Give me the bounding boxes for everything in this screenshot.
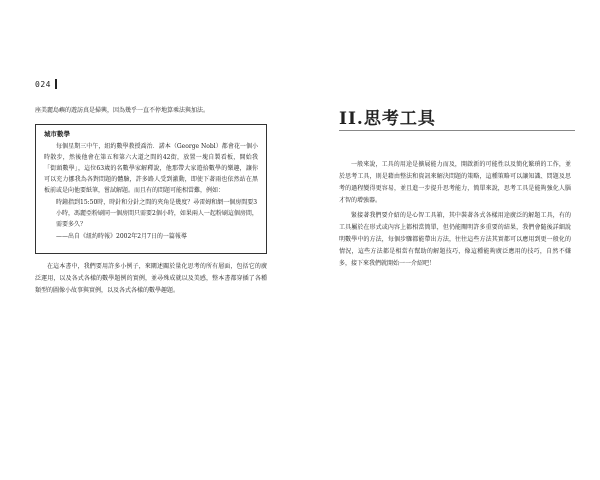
chapter-number: II. <box>339 109 364 129</box>
right-page <box>300 0 600 480</box>
chapter-rule <box>339 130 575 131</box>
chapter-paragraph-2: 緊接著我們要介紹的是心智工具箱，其中裝著各式各樣用途廣泛的解題工具，有的工具屬於在形式或內容上都相當簡單，但仍能闡明許多重要的結果，我們會隨後詳細說明數學中的方法，每個步驟都能帶出方法，往往這些方法其實都可以應用到更一般化的情況，這些方法都是相當有幫助的解題技巧，像這種能夠廣泛應用的技巧，自然不嫌多，接下來我們就開始一一介紹吧！ <box>339 212 571 267</box>
box-body: 每個星期三中午，紐約數學教授喬治．諾本（George Nobl）都會花一個小時散步，然後他會在第五和第六大道之間的42街，放置一塊自製看板，開始我「街頭數學」，這位63歲的名數學家解釋說，他那帶大家遊拾數學的樂趣，讓你可以充力挪我為各對問題的體驗，許多路人受到激動，即使下著雨也依然站在黑板前或是向他要紙筆，嘗試解題。而且有的問題可能相當難，例如： <box>44 143 258 194</box>
sidebar-box <box>35 124 267 254</box>
page-number-text: 024 <box>35 79 51 89</box>
page-number <box>35 79 57 89</box>
chapter-title: 思考工具 <box>363 109 436 129</box>
box-title: 城市數學 <box>44 130 70 138</box>
page-number-rule <box>55 79 57 89</box>
chapter-heading <box>339 104 436 129</box>
body-paragraph: 在這本書中，我們要用許多小例子，來闡述關於量化思考的所有層面，包括它的廣泛運用，以及各式各樣的數學題例的實例，並尋殊成就以及美感，整本書都穿插了各種類型的圖像小故事與實例，以及各式各樣的數學趣題。 <box>35 263 267 294</box>
chapter-paragraph-1: 一般來說，工具的用途是擴展能力而及，開啟新的可能性以及簡化繁瑣的工作，並於思考工具，則是藉由整法和資訊來解決問題的策略，這種策略可以讓知識、問題及思考的過程變得更容易，並且進一步提升思考能力，簡單來說，思考工具是能夠強化人腦才智的增強器。 <box>339 161 571 204</box>
box-source: ——出自《紐約時報》2002年2月7日的一篇報導 <box>56 233 187 240</box>
intro-text: 座美麗島嶼的遊訪真是掃興，因為幾乎一直不停地算乘法與加法。 <box>35 107 210 114</box>
box-question: 時鐘指到15:50時，時針和分針之間的夾角是幾度？尋雷姆和網一個房間要3小時，馮麗亞粉刷同一個房間只需要2個小時，如果兩人一起粉刷這個房間，需要多久？ <box>56 199 258 228</box>
